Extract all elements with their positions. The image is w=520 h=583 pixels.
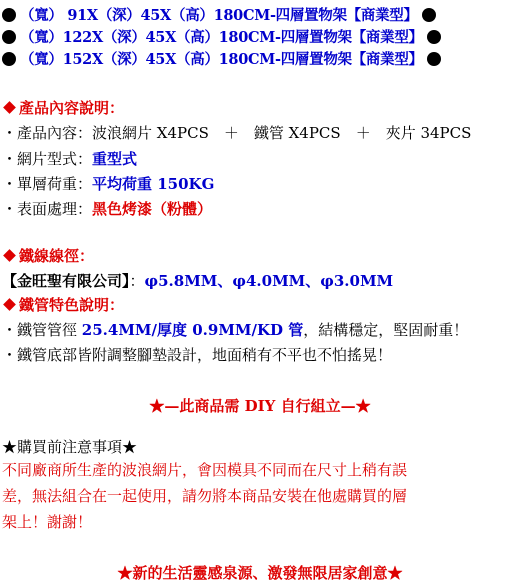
wire-diameter-line: 【金旺聖有限公司】：φ5.8MM、φ4.0MM、φ3.0MM (2, 272, 394, 290)
notice-body (2, 457, 514, 535)
product-title-1: （寬） 91X（深）45X（高）180CM-四層置物架【商業型】 (2, 4, 436, 25)
bullet-icon (2, 8, 16, 22)
bullet-icon (427, 30, 441, 44)
diamond-icon (3, 249, 16, 262)
wire-section-heading: 鐵線線徑： (2, 245, 94, 266)
notice-line: 架上！謝謝！ (2, 513, 93, 531)
slogan: ★新的生活靈感泉源、激發無限居家創意★ (117, 564, 403, 582)
bullet-icon (422, 8, 436, 22)
notice-line: 不同廠商所生產的波浪網片，會因模具不同而在尺寸上稍有誤 (2, 461, 408, 479)
pipe-section-heading: 鐵管特色說明： (2, 294, 124, 315)
product-contents-line: ・產品內容：波浪網片 X4PCS ＋ 鐵管 X4PCS ＋ 夾片 34PCS (2, 124, 472, 142)
product-title-3: （寬）152X（深）45X（高）180CM-四層置物架【商業型】 (2, 48, 441, 69)
notice-line: 差，無法組合在一起使用，請勿將本商品安裝在他處購買的層 (2, 487, 408, 505)
diamond-icon (3, 101, 16, 114)
diamond-icon (3, 298, 16, 311)
bullet-icon (2, 30, 16, 44)
bullet-icon (427, 52, 441, 66)
notice-heading: ★購買前注意事項★ (2, 438, 138, 456)
product-title-2: （寬）122X（深）45X（高）180CM-四層置物架【商業型】 (2, 26, 441, 47)
bullet-icon (2, 52, 16, 66)
pipe-spec-line: ・鐵管管徑 25.4MM/厚度 0.9MM/KD 管，結構穩定，堅固耐重！ (2, 321, 469, 339)
mesh-type-line: ・網片型式：重型式 (2, 150, 138, 168)
pipe-foot-line: ・鐵管底部皆附調整腳墊設計，地面稍有不平也不怕搖晃！ (2, 346, 393, 364)
diy-note: ★—此商品需 DIY 自行組立—★ (149, 397, 371, 415)
product-section-heading: 產品內容說明： (2, 97, 124, 118)
finish-line: ・表面處理：黑色烤漆（粉體） (2, 200, 213, 218)
load-line: ・單層荷重：平均荷重 150KG (2, 175, 215, 193)
